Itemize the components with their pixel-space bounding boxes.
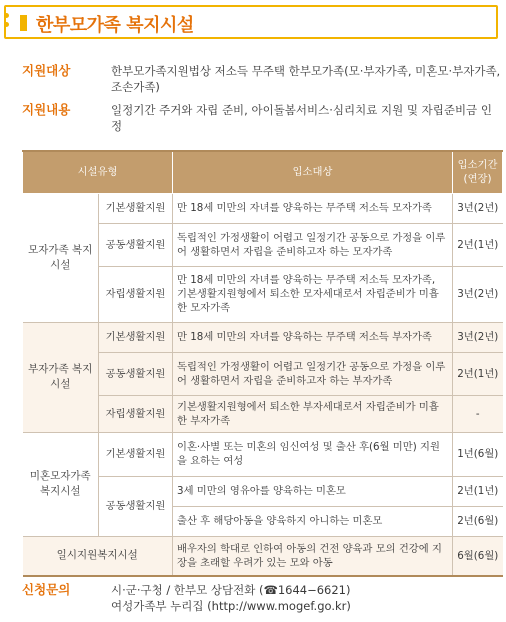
row-type: 기본생활지원: [99, 322, 173, 352]
accent-bar: [20, 15, 27, 31]
info-text: 한부모가족지원법상 저소득 무주택 한부모가족(모·부자가족, 미혼모·부자가족, 조손가족): [111, 64, 501, 94]
table-row: [23, 322, 503, 352]
header-period: 입소기간 (연장): [453, 151, 503, 193]
contact-text: [111, 582, 501, 614]
table-row: [23, 193, 503, 223]
info-text: 일정기간 주거와 자립 준비, 아이돌봄서비스·심리치료 지원 및 자립준비금 인정: [111, 103, 492, 133]
table-row: [23, 432, 503, 476]
row-type: 기본생활지원: [99, 432, 173, 476]
row-period: 2년(6월): [453, 506, 503, 536]
row-period: 2년(1년): [453, 223, 503, 266]
info-label: 지원내용: [22, 102, 71, 117]
row-target: 만 18세 미만의 자녀를 양육하는 무주택 저소득 부자가족: [173, 322, 453, 352]
row-period: 3년(2년): [453, 322, 503, 352]
group-name: 미혼모자가족 복지시설: [23, 432, 99, 536]
row-target: 출산 후 해당아동을 양육하지 아니하는 미혼모: [173, 506, 453, 536]
row-target: 독립적인 가정생활이 어렵고 일정기간 공동으로 가정을 이루어 생활하면서 자립을 준비하고자 하는 부자가족: [173, 352, 453, 395]
contact-label: 신청문의: [22, 582, 71, 597]
contact-line-phone: 시·군·구청 / 한부모 상담전화 (☎1644−6621): [111, 583, 351, 597]
title-bar: [4, 5, 498, 39]
row-type: 자립생활지원: [99, 266, 173, 322]
group-name: 모자가족 복지시설: [23, 193, 99, 322]
row-target: 독립적인 가정생활이 어렵고 일정기간 공동으로 가정을 이루어 생활하면서 자립을 준비하고자 하는 모자가족: [173, 223, 453, 266]
row-period: 1년(6월): [453, 432, 503, 476]
row-period: 2년(1년): [453, 476, 503, 506]
bullet-decoration-icon: [4, 13, 16, 33]
row-type: 공동생활지원: [99, 352, 173, 395]
row-target: 3세 미만의 영유아를 양육하는 미혼모: [173, 476, 453, 506]
contact-line-web: 여성가족부 누리집 (http://www.mogef.go.kr): [111, 599, 351, 613]
row-period: 2년(1년): [453, 352, 503, 395]
row-type: 기본생활지원: [99, 193, 173, 223]
row-period: 3년(2년): [453, 193, 503, 223]
row-type: 공동생활지원: [99, 476, 173, 536]
header-target: 입소대상: [173, 151, 453, 193]
row-target: 이혼·사별 또는 미혼의 임신여성 및 출산 후(6월 미만) 지원을 요하는 여성: [173, 432, 453, 476]
page-title: 한부모가족 복지시설: [36, 15, 194, 36]
row-period: -: [453, 395, 503, 432]
row-period: 6월(6월): [453, 536, 503, 576]
info-label: 지원대상: [22, 63, 71, 78]
row-period: 3년(2년): [453, 266, 503, 322]
row-target: 만 18세 미만의 자녀를 양육하는 무주택 저소득 모자가족: [173, 193, 453, 223]
row-type: 공동생활지원: [99, 223, 173, 266]
row-target: 기본생활지원형에서 퇴소한 부자세대로서 자립준비가 미흡한 부자가족: [173, 395, 453, 432]
header-type: 시설유형: [23, 151, 173, 193]
row-target: 배우자의 학대로 인하여 아동의 건전 양육과 모의 건강에 지장을 초래할 우려가 있는 모와 아동: [173, 536, 453, 576]
table-header-row: [23, 151, 503, 193]
facility-table: [22, 150, 503, 577]
row-type: 자립생활지원: [99, 395, 173, 432]
group-name: 부자가족 복지시설: [23, 322, 99, 432]
row-target: 만 18세 미만의 자녀를 양육하는 무주택 저소득 모자가족, 기본생활지원형에서 퇴소한 모자세대로서 자립준비가 미흡한 모자가족: [173, 266, 453, 322]
table-row: [23, 536, 503, 576]
row-type: 일시지원복지시설: [23, 536, 173, 576]
